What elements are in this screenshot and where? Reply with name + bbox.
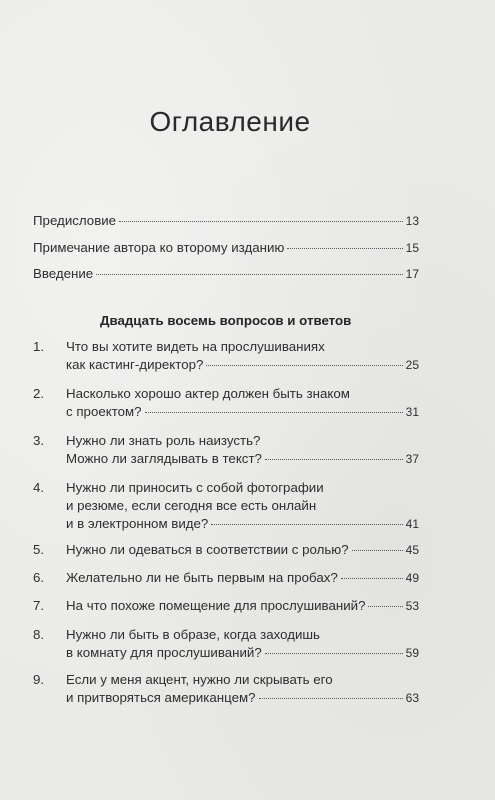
entry-text-line: как кастинг-директор? <box>66 357 204 372</box>
leader-dots <box>211 524 402 525</box>
entry-text-line: Насколько хорошо актер должен быть знаком <box>66 386 350 401</box>
page-number: 45 <box>405 543 419 557</box>
leader-dots <box>352 550 403 551</box>
entry-text-line: Что вы хотите видеть на прослушиваниях <box>66 339 325 354</box>
page-number: 17 <box>405 267 419 281</box>
page-number: 37 <box>405 452 419 466</box>
entry-number: 2. <box>33 386 45 401</box>
entry-text-line: Если у меня акцент, нужно ли скрывать его <box>66 672 333 687</box>
page-number: 53 <box>405 599 419 613</box>
page-number: 13 <box>405 214 419 228</box>
entry-text-line: Можно ли заглядывать в текст? <box>66 451 262 466</box>
page-number: 49 <box>405 571 419 585</box>
entry-number: 3. <box>33 433 45 448</box>
entry-number: 7. <box>33 598 45 613</box>
toc-entry-label: Введение <box>33 266 94 281</box>
leader-dots <box>265 459 403 460</box>
entry-text-line: Нужно ли быть в образе, когда заходишь <box>66 627 320 642</box>
entry-text-line: Нужно ли приносить с собой фотографии <box>66 480 324 495</box>
toc-entry-label: Примечание автора ко второму изданию <box>33 240 285 255</box>
entry-text-line: Нужно ли одеваться в соответствии с ролью? <box>66 542 349 557</box>
section-heading: Двадцать восемь вопросов и ответов <box>100 313 352 328</box>
entry-text-line: Нужно ли знать роль наизусть? <box>66 433 261 448</box>
entry-text-line: На что похоже помещение для прослушиваний? <box>66 598 366 613</box>
entry-number: 5. <box>33 542 45 557</box>
page-number: 41 <box>405 517 419 531</box>
toc-entry-label: Предисловие <box>33 213 117 228</box>
entry-number: 1. <box>33 339 45 354</box>
entry-text-line: и резюме, если сегодня все есть онлайн <box>66 498 317 513</box>
entry-text-line: и в электронном виде? <box>66 516 209 531</box>
leader-dots <box>259 698 403 699</box>
leader-dots <box>341 578 403 579</box>
leader-dots <box>206 365 402 366</box>
entry-text-line: Желательно ли не быть первым на пробах? <box>66 570 338 585</box>
leader-dots <box>96 274 402 275</box>
entry-number: 9. <box>33 672 45 687</box>
entry-number: 6. <box>33 570 45 585</box>
leader-dots <box>287 248 402 249</box>
page-number: 59 <box>405 646 419 660</box>
leader-dots <box>119 221 403 222</box>
page-number: 25 <box>405 358 419 372</box>
entry-text-line: и притворяться американцем? <box>66 690 256 705</box>
page-number: 31 <box>405 405 419 419</box>
entry-text-line: с проектом? <box>66 404 142 419</box>
leader-dots <box>145 412 403 413</box>
entry-number: 4. <box>33 480 45 495</box>
entry-text-line: в комнату для прослушиваний? <box>66 645 262 660</box>
page-number: 15 <box>405 241 419 255</box>
entry-number: 8. <box>33 627 45 642</box>
leader-dots <box>368 606 402 607</box>
page-title: Оглавление <box>149 106 311 137</box>
page-number: 63 <box>405 691 419 705</box>
leader-dots <box>265 653 403 654</box>
